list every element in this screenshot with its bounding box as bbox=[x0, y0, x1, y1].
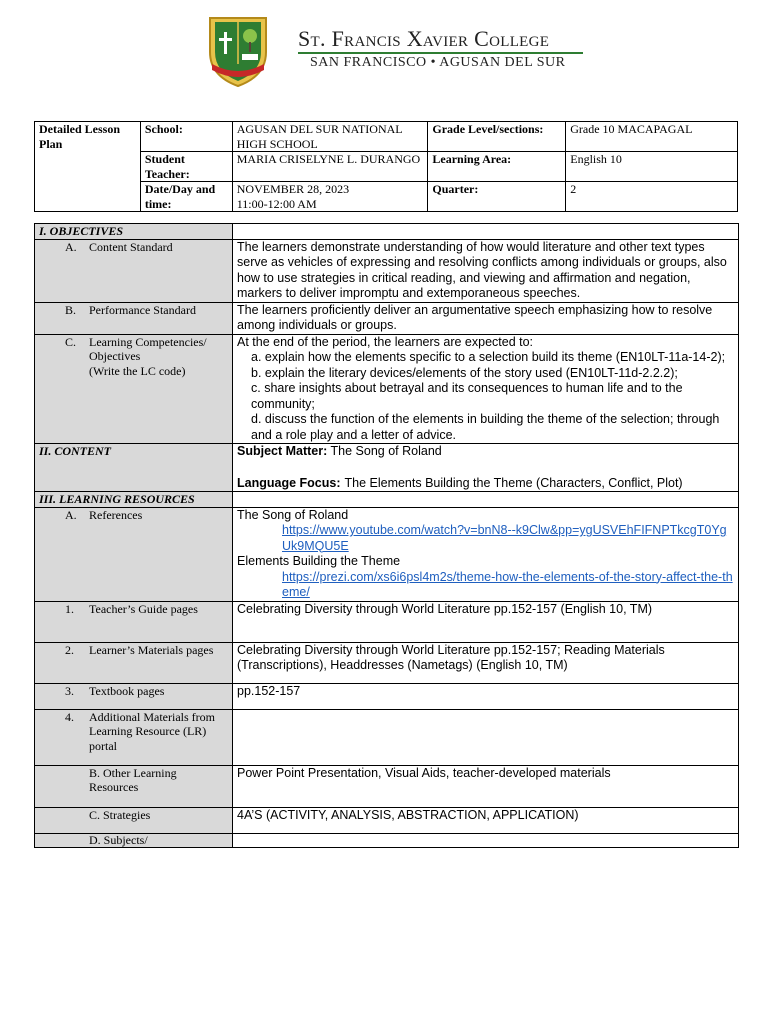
strategies-label: C. Strategies bbox=[89, 807, 151, 822]
content-heading: II. CONTENT bbox=[35, 444, 233, 492]
plan-title: Detailed Lesson Plan bbox=[35, 122, 141, 212]
item-letter: B. bbox=[65, 302, 77, 317]
references-content bbox=[233, 507, 739, 601]
competency-content bbox=[233, 334, 739, 444]
resources-heading: III. LEARNING RESOURCES bbox=[35, 492, 233, 508]
area-label: Learning Area: bbox=[428, 152, 566, 182]
content-standard-label: Content Standard bbox=[89, 239, 173, 254]
subject-matter-label: Subject Matter: bbox=[237, 444, 328, 458]
references-label: References bbox=[89, 507, 143, 522]
competency-item: b. explain the literary devices/elements of the story used (EN10LT-11d-2.2.2); bbox=[251, 365, 678, 380]
lesson-info-table bbox=[34, 121, 738, 212]
item-number: 1. bbox=[65, 601, 74, 616]
learners-materials-label: Learner’s Materials pages bbox=[89, 642, 214, 657]
textbook-label: Textbook pages bbox=[89, 683, 165, 698]
performance-standard-label: Performance Standard bbox=[89, 302, 196, 317]
competency-label: Learning Competencies/ Objectives bbox=[89, 334, 207, 363]
competency-note: (Write the LC code) bbox=[89, 363, 186, 378]
area-value: English 10 bbox=[566, 152, 738, 182]
item-letter: A. bbox=[65, 239, 77, 254]
competency-item: c. share insights about betrayal and its consequences to human life and to the community; bbox=[251, 381, 683, 411]
additional-materials-label: Additional Materials from Learning Resource (LR) portal bbox=[89, 709, 215, 753]
reference-title: Elements Building the Theme bbox=[237, 554, 401, 568]
textbook-value: pp.152-157 bbox=[233, 683, 739, 709]
competency-intro: At the end of the period, the learners are expected to: bbox=[237, 334, 534, 349]
objectives-heading: I. OBJECTIVES bbox=[35, 224, 233, 240]
reference-title: The Song of Roland bbox=[237, 507, 349, 522]
reference-link[interactable]: https://prezi.com/xs6i6psl4m2s/theme-how-the-elements-of-the-story-affect-the-theme/ bbox=[282, 569, 733, 599]
lesson-plan-table bbox=[34, 223, 739, 848]
teacher-value: MARIA CRISELYNE L. DURANGO bbox=[232, 152, 428, 182]
content-section bbox=[233, 444, 739, 492]
language-focus-label: Language Focus: bbox=[237, 475, 341, 490]
college-seal-icon bbox=[206, 12, 270, 88]
language-focus-value: The Elements Building the Theme (Characters, Conflict, Plot) bbox=[344, 475, 683, 490]
college-location: SAN FRANCISCO • AGUSAN DEL SUR bbox=[310, 55, 566, 70]
other-resources-label: B. Other Learning Resources bbox=[89, 765, 177, 794]
competency-item: d. discuss the function of the elements in building the theme of the selection; through and a role play and a letter of advice. bbox=[251, 412, 720, 442]
teacher-label: Student Teacher: bbox=[140, 152, 232, 182]
subjects-label: D. Subjects/ bbox=[89, 832, 148, 847]
date-value: NOVEMBER 28, 2023 bbox=[236, 182, 350, 196]
school-label: School: bbox=[140, 122, 232, 152]
item-number: 4. bbox=[65, 709, 74, 724]
subjects-value bbox=[233, 833, 739, 847]
teachers-guide-value: Celebrating Diversity through World Literature pp.152-157 (English 10, TM) bbox=[233, 601, 739, 642]
content-standard-text: The learners demonstrate understanding of how would literature and other text types serve as vehicles of expressing and resolving conflicts among individuals or groups, also how to use strategies in critical reading, and viewing and affirmation and negation, markers to deliver impromptu and extemporaneous speeches. bbox=[233, 239, 739, 302]
teachers-guide-label: Teacher’s Guide pages bbox=[89, 601, 198, 616]
item-number: 3. bbox=[65, 683, 74, 698]
performance-standard-text: The learners proficiently deliver an argumentative speech emphasizing how to resolve among individuals or groups. bbox=[233, 302, 739, 334]
quarter-label: Quarter: bbox=[428, 182, 566, 212]
time-value: 11:00-12:00 AM bbox=[236, 196, 317, 211]
subject-matter-value: The Song of Roland bbox=[330, 444, 442, 458]
page-header bbox=[0, 0, 768, 100]
date-time-cell bbox=[232, 182, 428, 212]
header-divider bbox=[298, 52, 583, 54]
item-number: 2. bbox=[65, 642, 74, 657]
quarter-value: 2 bbox=[566, 182, 738, 212]
additional-materials-value bbox=[233, 709, 739, 765]
school-value: AGUSAN DEL SUR NATIONAL HIGH SCHOOL bbox=[232, 122, 428, 152]
item-letter: A. bbox=[65, 507, 77, 522]
reference-link[interactable]: https://www.youtube.com/watch?v=bnN8--k9Clw&pp=ygUSVEhFIFNPTkcgT0YgUk9MQU5E bbox=[282, 523, 727, 553]
item-letter: C. bbox=[65, 334, 77, 349]
strategies-value: 4A’S (ACTIVITY, ANALYSIS, ABSTRACTION, APPLICATION) bbox=[233, 807, 739, 833]
learners-materials-value: Celebrating Diversity through World Literature pp.152-157; Reading Materials (Transcriptions), Headdresses (Nametags) (English 10, TM) bbox=[233, 642, 739, 683]
college-name: St. Francis Xavier College bbox=[298, 26, 550, 51]
grade-value: Grade 10 MACAPAGAL bbox=[566, 122, 738, 152]
date-label: Date/Day and time: bbox=[140, 182, 232, 212]
grade-label: Grade Level/sections: bbox=[428, 122, 566, 152]
other-resources-value: Power Point Presentation, Visual Aids, teacher-developed materials bbox=[233, 765, 739, 807]
competency-item: a. explain how the elements specific to a selection build its theme (EN10LT-11a-14-2); bbox=[251, 350, 726, 364]
